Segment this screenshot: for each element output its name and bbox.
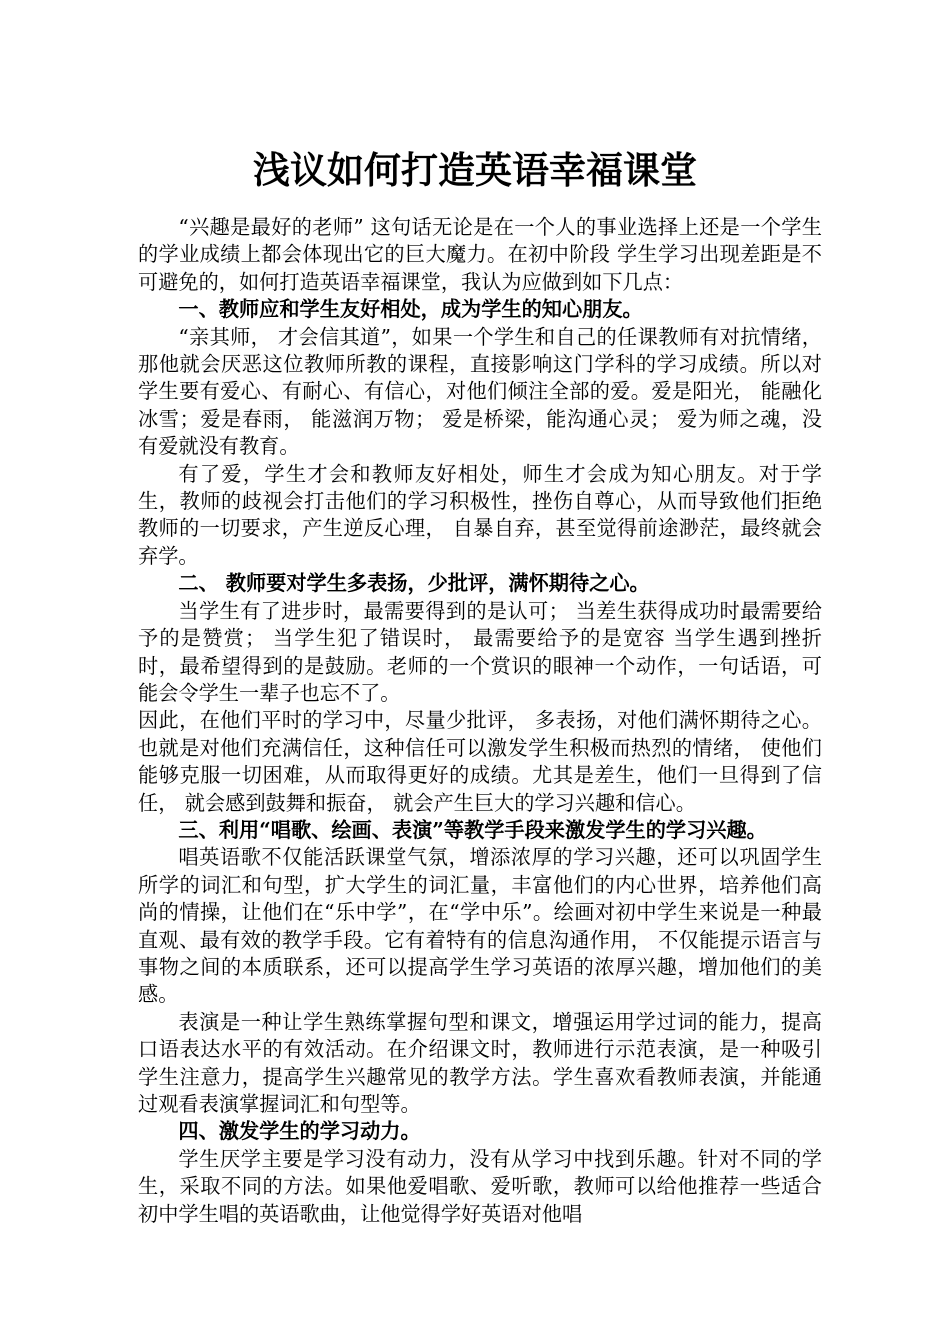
document-body: [138, 214, 822, 1228]
section-heading-4: 四、激发学生的学习动力。: [178, 1119, 421, 1144]
document-title: 浅议如何打造英语幸福课堂: [253, 148, 697, 192]
paragraph: 因此，在他们平时的学习中，尽量少批评， 多表扬，对他们满怀期待之心。也就是对他们充满信任，这种信任可以激发学生积极而热烈的情绪， 使他们能够克服一切困难，从而取得更好的成绩。尤其是差生，他们一旦得到了信任， 就会感到鼓舞和振奋， 就会产生巨大的学习兴趣和信心。: [138, 708, 822, 815]
section-heading-1: 一、教师应和学生友好相处，成为学生的知心朋友。: [178, 297, 643, 322]
section-heading-2: 二、 教师要对学生多表扬，少批评，满怀期待之心。: [178, 571, 650, 596]
paragraph-intro: “兴趣是最好的老师” 这句话无论是在一个人的事业选择上还是一个学生的学业成绩上都会体现出它的巨大魔力。在初中阶段 学生学习出现差距是不可避免的，如何打造英语幸福课堂，我认为应做到如下几点：: [138, 215, 822, 294]
paragraph: “亲其师， 才会信其道”，如果一个学生和自己的任课教师有对抗情绪，那他就会厌恶这位教师所教的课程，直接影响这门学科的学习成绩。所以对学生要有爱心、有耐心、有信心，对他们倾注全部的爱。爱是阳光， 能融化冰雪；爱是春雨， 能滋润万物； 爱是桥梁，能沟通心灵； 爱为师之魂，没有爱就没有教育。: [138, 324, 822, 459]
paragraph: 当学生有了进步时，最需要得到的是认可； 当差生获得成功时最需要给予的是赞赏； 当学生犯了错误时， 最需要给予的是宽容 当学生遇到挫折时，最希望得到的是鼓励。老师的一个赏识的眼神一个动作，一句话语，可能会令学生一辈子也忘不了。: [138, 598, 822, 705]
paragraph: 表演是一种让学生熟练掌握句型和课文，增强运用学过词的能力，提高口语表达水平的有效活动。在介绍课文时，教师进行示范表演，是一种吸引学生注意力，提高学生兴趣常见的教学方法。学生喜欢看教师表演，并能通过观看表演掌握词汇和句型等。: [138, 1009, 822, 1116]
section-heading-3: 三、利用“唱歌、绘画、表演”等教学手段来激发学生的学习兴趣。: [178, 817, 767, 842]
paragraph: 唱英语歌不仅能活跃课堂气氛，增添浓厚的学习兴趣，还可以巩固学生所学的词汇和句型，扩大学生的词汇量，丰富他们的内心世界，培养他们高尚的情操，让他们在“乐中学”，在“学中乐”。绘画对初中学生来说是一种最直观、最有效的教学手段。它有着特有的信息沟通作用， 不仅能提示语言与事物之间的本质联系，还可以提高学生学习英语的浓厚兴趣，增加他们的美感。: [138, 845, 822, 1007]
paragraph: 有了爱，学生才会和教师友好相处，师生才会成为知心朋友。对于学生，教师的歧视会打击他们的学习积极性，挫伤自尊心，从而导致他们拒绝教师的一切要求，产生逆反心理， 自暴自弃，甚至觉得前途渺茫，最终就会弃学。: [138, 461, 822, 568]
paragraph: 学生厌学主要是学习没有动力，没有从学习中找到乐趣。针对不同的学生，采取不同的方法。如果他爱唱歌、爱听歌，教师可以给他推荐一些适合初中学生唱的英语歌曲，让他觉得学好英语对他唱: [138, 1146, 822, 1226]
